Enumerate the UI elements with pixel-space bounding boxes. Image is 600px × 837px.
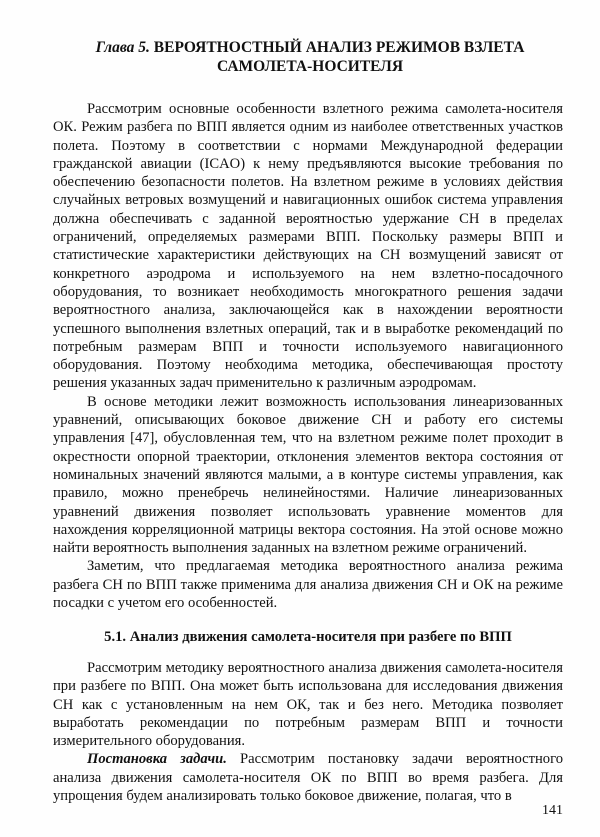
runin-heading: Постановка задачи. [87,751,227,768]
chapter-intro-text [53,100,563,612]
chapter-title-line1: ВЕРОЯТНОСТНЫЙ АНАЛИЗ РЕЖИМОВ ВЗЛЕТА [153,39,525,56]
paragraph: Заметим, что предлагаемая методика вероятностного анализа режима разбега СН по ВПП также применима для анализа движения СН и ОК на режиме посадки с учетом его особенностей. [53,558,563,612]
chapter-title [60,38,560,76]
paragraph: В основе методики лежит возможность использования линеаризованных уравнений, описывающих боковое движение СН и работу его системы управления [47], обусловленная тем, что на взлетном режиме полет проходит в окрестности опорной траектории, отклонения элементов вектора состояния от номинальных значений являются малыми, а в контуре системы управления, как правило, можно пренебречь нелинейностями. Наличие линеаризованных уравнений движения позволяет использовать уравнение моментов для нахождения корреляционной матрицы вектора состояния. На этой основе можно найти вероятность выполнения заданных на взлетном режиме ограничений. [53,393,563,557]
paragraph: Рассмотрим методику вероятностного анализа движения самолета-носителя при разбеге по ВПП. Она может быть использована для исследования движения СН как с установленным на нем ОК, так и без него. Методика позволяет выработать рекомендации по потребным размерам ВПП и точности измерительного оборудования. [53,660,563,750]
chapter-title-line2: САМОЛЕТА-НОСИТЕЛЯ [216,58,404,75]
paragraph: Рассмотрим основные особенности взлетного режима самолета-носителя ОК. Режим разбега по ВПП является одним из наиболее ответственных участков полета. Поэтому в соответствии с нормами Международной федерации гражданской авиации (ICAO) к нему предъявляются высокие требования по обеспечению безопасности полетов. На взлетном режиме в условиях действия случайных ветровых возмущений и навигационных ошибок система управления должна обеспечивать с заданной вероятностью удержание СН в пределах ограничений, определяемых размерами ВПП. Поскольку размеры ВПП и статистические характеристики действующих на СН возмущений зависят от конкретного аэродрома и используемого на нем взлетно-посадочного оборудования, то возникает необходимость многократного решения задачи вероятностного анализа, заключающейся как в нахождении вероятности успешного выполнения взлетных операций, так и в выработке рекомендаций по потребным размерам ВПП и точности используемого навигационного оборудования. Поэтому необходима методика, обеспечивающая простоту решения указанных задач применительно к различным аэродромам. [53,101,563,392]
chapter-label: Глава 5. [95,39,150,56]
runin-body: Рассмотрим постановку задачи вероятностного анализа движения самолета-носителя ОК по ВПП во время разбега. Для упрощения будем анализировать только боковое движение, полагая, что в [53,751,563,805]
paragraph-problem-statement [53,750,563,805]
section-text [53,659,563,805]
page-number: 141 [542,803,563,818]
section-heading: 5.1. Анализ движения самолета-носителя при разбеге по ВПП [104,629,512,645]
